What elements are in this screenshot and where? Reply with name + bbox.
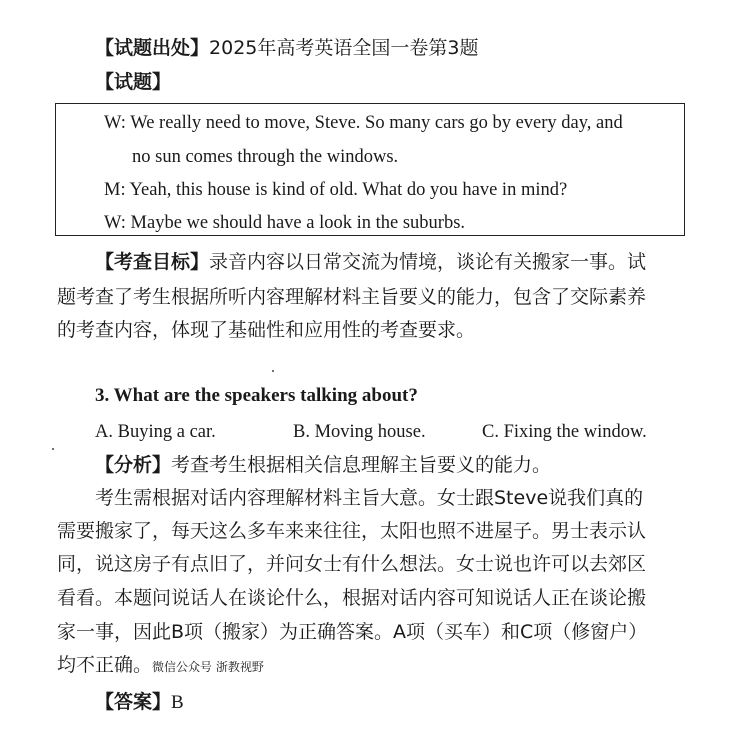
utterance: no sun comes through the windows. bbox=[132, 147, 399, 167]
analysis-text: 考查考生根据相关信息理解主旨要义的能力。 bbox=[171, 454, 552, 476]
source-line bbox=[95, 36, 478, 60]
option-letter: B. bbox=[293, 422, 310, 442]
analysis-last-text: 均不正确。 bbox=[57, 654, 153, 676]
analysis-para-line-3: 同，说这房子有点旧了，并问女士有什么想法。女士说也许可以去郊区 bbox=[57, 553, 647, 575]
objective-label: 【考查目标】 bbox=[95, 251, 210, 273]
analysis-label: 【分析】 bbox=[95, 454, 172, 476]
dialogue-line-4 bbox=[104, 211, 465, 235]
analysis-para-line-4: 看看。本题问说话人在谈论什么，根据对话内容可知说话人正在谈论搬 bbox=[57, 587, 647, 609]
option-text: Moving house. bbox=[314, 422, 426, 442]
objective-text: 录音内容以日常交流为情境，谈论有关搬家一事。试 bbox=[209, 251, 647, 273]
speaker: W: bbox=[104, 213, 126, 233]
dialogue-line-2 bbox=[132, 145, 398, 169]
analysis-para-line-1: 考生需根据对话内容理解材料主旨大意。女士跟Steve说我们真的 bbox=[95, 487, 644, 509]
question-number: 3. bbox=[95, 385, 110, 406]
dialogue-line-3 bbox=[104, 178, 567, 202]
watermark-text: 微信公众号 浙教视野 bbox=[152, 660, 264, 674]
print-dot bbox=[272, 370, 274, 372]
source-label: 【试题出处】 bbox=[95, 37, 210, 59]
option-a bbox=[95, 420, 216, 444]
option-c bbox=[482, 420, 647, 444]
answer-line bbox=[95, 690, 184, 715]
speaker: W: bbox=[104, 113, 126, 133]
question-text: What are the speakers talking about? bbox=[113, 385, 418, 406]
utterance: Yeah, this house is kind of old. What do you have in mind? bbox=[129, 180, 568, 200]
utterance: We really need to move, Steve. So many cars go by every day, and bbox=[130, 113, 623, 133]
source-text: 2025年高考英语全国一卷第3题 bbox=[209, 37, 479, 59]
objective-line-3: 的考查内容，体现了基础性和应用性的考查要求。 bbox=[57, 319, 476, 341]
answer-value: B bbox=[171, 692, 184, 713]
speaker: M: bbox=[104, 180, 126, 200]
option-text: Buying a car. bbox=[117, 422, 216, 442]
option-letter: A. bbox=[95, 422, 113, 442]
utterance: Maybe we should have a look in the suburbs. bbox=[130, 213, 466, 233]
analysis-line-1 bbox=[95, 453, 551, 477]
print-dot bbox=[52, 448, 54, 450]
option-text: Fixing the window. bbox=[503, 422, 647, 442]
objective-line-1 bbox=[95, 250, 646, 274]
analysis-para-line-2: 需要搬家了，每天这么多车来来往往，太阳也照不进屋子。男士表示认 bbox=[57, 520, 647, 542]
option-b bbox=[293, 420, 426, 444]
question-line bbox=[95, 384, 418, 408]
answer-label: 【答案】 bbox=[95, 691, 172, 713]
dialogue-line-1 bbox=[104, 111, 623, 135]
objective-line-2: 题考查了考生根据所听内容理解材料主旨要义的能力，包含了交际素养 bbox=[57, 286, 647, 308]
analysis-para-line-5: 家一事，因此B项（搬家）为正确答案。A项（买车）和C项（修窗户） bbox=[57, 621, 648, 643]
analysis-para-line-6 bbox=[57, 653, 264, 677]
option-letter: C. bbox=[482, 422, 499, 442]
question-label: 【试题】 bbox=[95, 71, 172, 93]
